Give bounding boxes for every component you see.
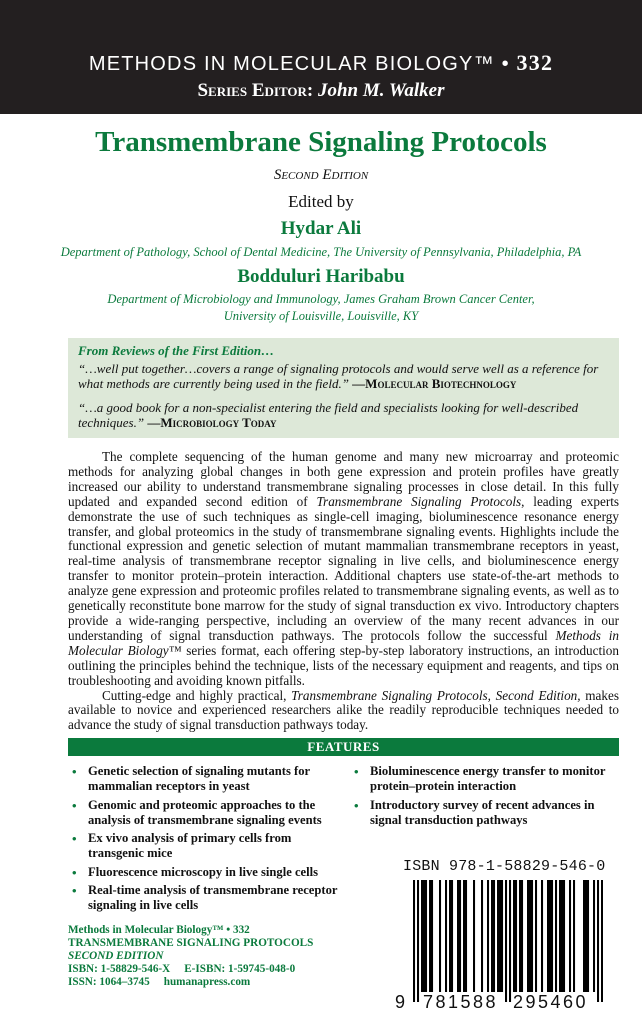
feature-item: • Fluorescence microscopy in live single cells: [72, 864, 319, 880]
book-description: [68, 450, 619, 733]
features-list-right: [350, 764, 620, 831]
barcode-bar: [541, 880, 543, 992]
barcode-bar: [583, 880, 585, 992]
feature-item: • Real-time analysis of transmembrane receptor signaling in live cells: [72, 883, 338, 912]
feature-item: • Genetic selection of signaling mutants for mammalian receptors in yeast: [72, 764, 310, 793]
barcode-bar: [593, 880, 595, 992]
bibliographic-info: Methods in Molecular Biology™ • 332 TRANSMEMBRANE SIGNALING PROTOCOLS SECOND EDITION ISBN: 1-58829-546-X E-ISBN: 1-59745-048-0 ISSN: 1064–3745 humanapress.com: [68, 924, 314, 988]
bullet-icon: •: [354, 764, 359, 779]
bullet-icon: •: [354, 797, 359, 813]
editor-name-2: Bodduluri Haribabu: [237, 266, 405, 287]
barcode-bar: [509, 880, 511, 1002]
barcode-digit-first: 9: [395, 992, 408, 1012]
feature-item: • Genomic and proteomic approaches to the analysis of transmembrane signaling events: [72, 797, 322, 827]
editor-affiliation-2-line2: University of Louisville, Louisville, KY: [223, 309, 419, 323]
barcode-bar: [491, 880, 493, 992]
barcode-bar: [531, 880, 533, 992]
series-editor: Series Editor: John M. Walker: [197, 80, 445, 101]
bullet-icon: •: [72, 864, 77, 880]
barcode-bar: [547, 880, 549, 992]
isbn-label: ISBN 978-1-58829-546-0: [403, 858, 606, 875]
barcode-bar: [597, 880, 599, 1002]
barcode-bar: [465, 880, 467, 992]
review-source: —Microbiology Today: [147, 415, 277, 430]
barcode-bar: [549, 880, 551, 992]
editor-affiliation-1: Department of Pathology, School of Dental Medicine, The University of Pennsylvania, Philadelphia, PA: [60, 245, 582, 259]
bullet-icon: •: [72, 831, 77, 846]
feature-item: • Bioluminescence energy transfer to monitor protein–protein interaction: [354, 764, 606, 793]
book-title: Transmembrane Signaling Protocols: [95, 126, 547, 158]
barcode-bar: [561, 880, 563, 992]
feature-item: • Ex vivo analysis of primary cells from transgenic mice: [72, 831, 292, 860]
reviews-box: [68, 338, 619, 438]
barcode-bar: [585, 880, 587, 992]
reviews-heading: From Reviews of the First Edition…: [78, 343, 275, 358]
barcode-bar: [487, 880, 489, 992]
barcode-bar: [463, 880, 465, 992]
barcode-bar: [445, 880, 447, 992]
bullet-icon: •: [72, 883, 77, 898]
features-list-left: [68, 764, 338, 917]
barcode-bar: [493, 880, 495, 992]
review-quote: “…a good book for a non-specialist entering the field and specialists looking for well-described techniques.” —Microbiology Today: [78, 400, 579, 430]
barcode-bar: [529, 880, 531, 992]
barcode-bar: [439, 880, 441, 992]
barcode-bar: [519, 880, 521, 992]
editor-affiliation-2-line1: Department of Microbiology and Immunology, James Graham Brown Cancer Center,: [107, 292, 535, 306]
book-edition: Second Edition: [273, 167, 369, 183]
barcode-bar: [559, 880, 561, 992]
barcode-bar: [535, 880, 537, 992]
barcode-bar: [431, 880, 433, 992]
barcode-bar: [513, 880, 515, 992]
barcode-bar: [451, 880, 453, 992]
isbn-barcode: [395, 858, 617, 1016]
bullet-icon: •: [72, 797, 77, 813]
barcode-bar: [601, 880, 603, 1002]
edited-by-label: Edited by: [288, 192, 354, 211]
barcode-digits-right: 295460: [513, 992, 589, 1012]
barcode-bar: [499, 880, 501, 992]
cover-header-band: [0, 0, 642, 114]
editor-name-1: Hydar Ali: [280, 218, 362, 239]
barcode-bar: [521, 880, 523, 992]
barcode-bar: [425, 880, 427, 992]
barcode-bar: [573, 880, 575, 992]
barcode-bar: [429, 880, 431, 992]
barcode-bar: [501, 880, 503, 992]
barcode-bar: [563, 880, 565, 992]
barcode-bar: [555, 880, 557, 992]
series-title: METHODS IN MOLECULAR BIOLOGY™ • 332: [88, 50, 554, 75]
barcode-bar: [505, 880, 507, 1002]
features-heading: FEATURES: [68, 738, 619, 756]
review-source: —Molecular Biotechnology: [352, 376, 517, 391]
description-paragraph: The complete sequencing of the human genome and many new microarray and proteomic methods for analyzing global changes in both gene expression and protein profiles have greatly increased our ability to understand transmembrane signaling processes in close detail. In this fully updated and expanded second edition of Transmembrane Signaling Protocols, leading experts demonstrate the use of such techniques as single-cell imaging, bioluminescence resonance energy transfer, and global proteomics in the study of transmembrane signaling events. Highlights include the functional expression and genetic selection of mutant mammalian transmembrane receptors in yeast, real-time analysis of transmembrane receptor signaling in live cells, and bioluminescence energy transfer to monitor protein–protein interaction. Additional chapters use state-of-the-art methods to analyze gene expression and proteomic profiles related to transmembrane signaling events, as well as to genetically reconstitute bone marrow for the study of signal transduction ex vivo. Introductory chapters provide a wide-ranging perspective, including an overview of the many recent advances in our understanding of signal transduction pathways. The protocols follow the successful Methods in Molecular Biology™ series format, each offering step-by-step laboratory instructions, an introduction outlining the principles behind the technique, lists of the necessary equipment and reagents, and tips on troubleshooting and avoiding known pitfalls.: [68, 449, 620, 688]
barcode-bar: [569, 880, 571, 992]
barcode-bar: [473, 880, 475, 992]
review-quote: “…well put together…covers a range of signaling protocols and would serve well as a reference for what methods are currently being used in the field.” —Molecular Biotechnology: [78, 361, 599, 391]
barcode-bar: [527, 880, 529, 992]
barcode-bar: [417, 880, 419, 1002]
barcode-bar: [423, 880, 425, 992]
barcode-bar: [481, 880, 483, 992]
barcode-bars: [413, 880, 603, 1002]
series-number: 332: [516, 50, 554, 75]
barcode-digits-left: 781588: [423, 992, 499, 1012]
barcode-bar: [551, 880, 553, 992]
barcode-bar: [413, 880, 415, 1002]
barcode-bar: [457, 880, 459, 992]
barcode-bar: [421, 880, 423, 992]
barcode-bar: [459, 880, 461, 992]
barcode-bar: [497, 880, 499, 992]
barcode-bar: [449, 880, 451, 992]
barcode-bar: [587, 880, 589, 992]
barcode-bar: [515, 880, 517, 992]
bullet-icon: •: [72, 764, 77, 779]
feature-item: • Introductory survey of recent advances in signal transduction pathways: [354, 797, 595, 827]
description-paragraph: Cutting-edge and highly practical, Transmembrane Signaling Protocols, Second Edition, makes available to novice and experienced researchers alike the readily reproducible techniques needed to advance the study of signal transduction pathways today.: [68, 687, 619, 733]
